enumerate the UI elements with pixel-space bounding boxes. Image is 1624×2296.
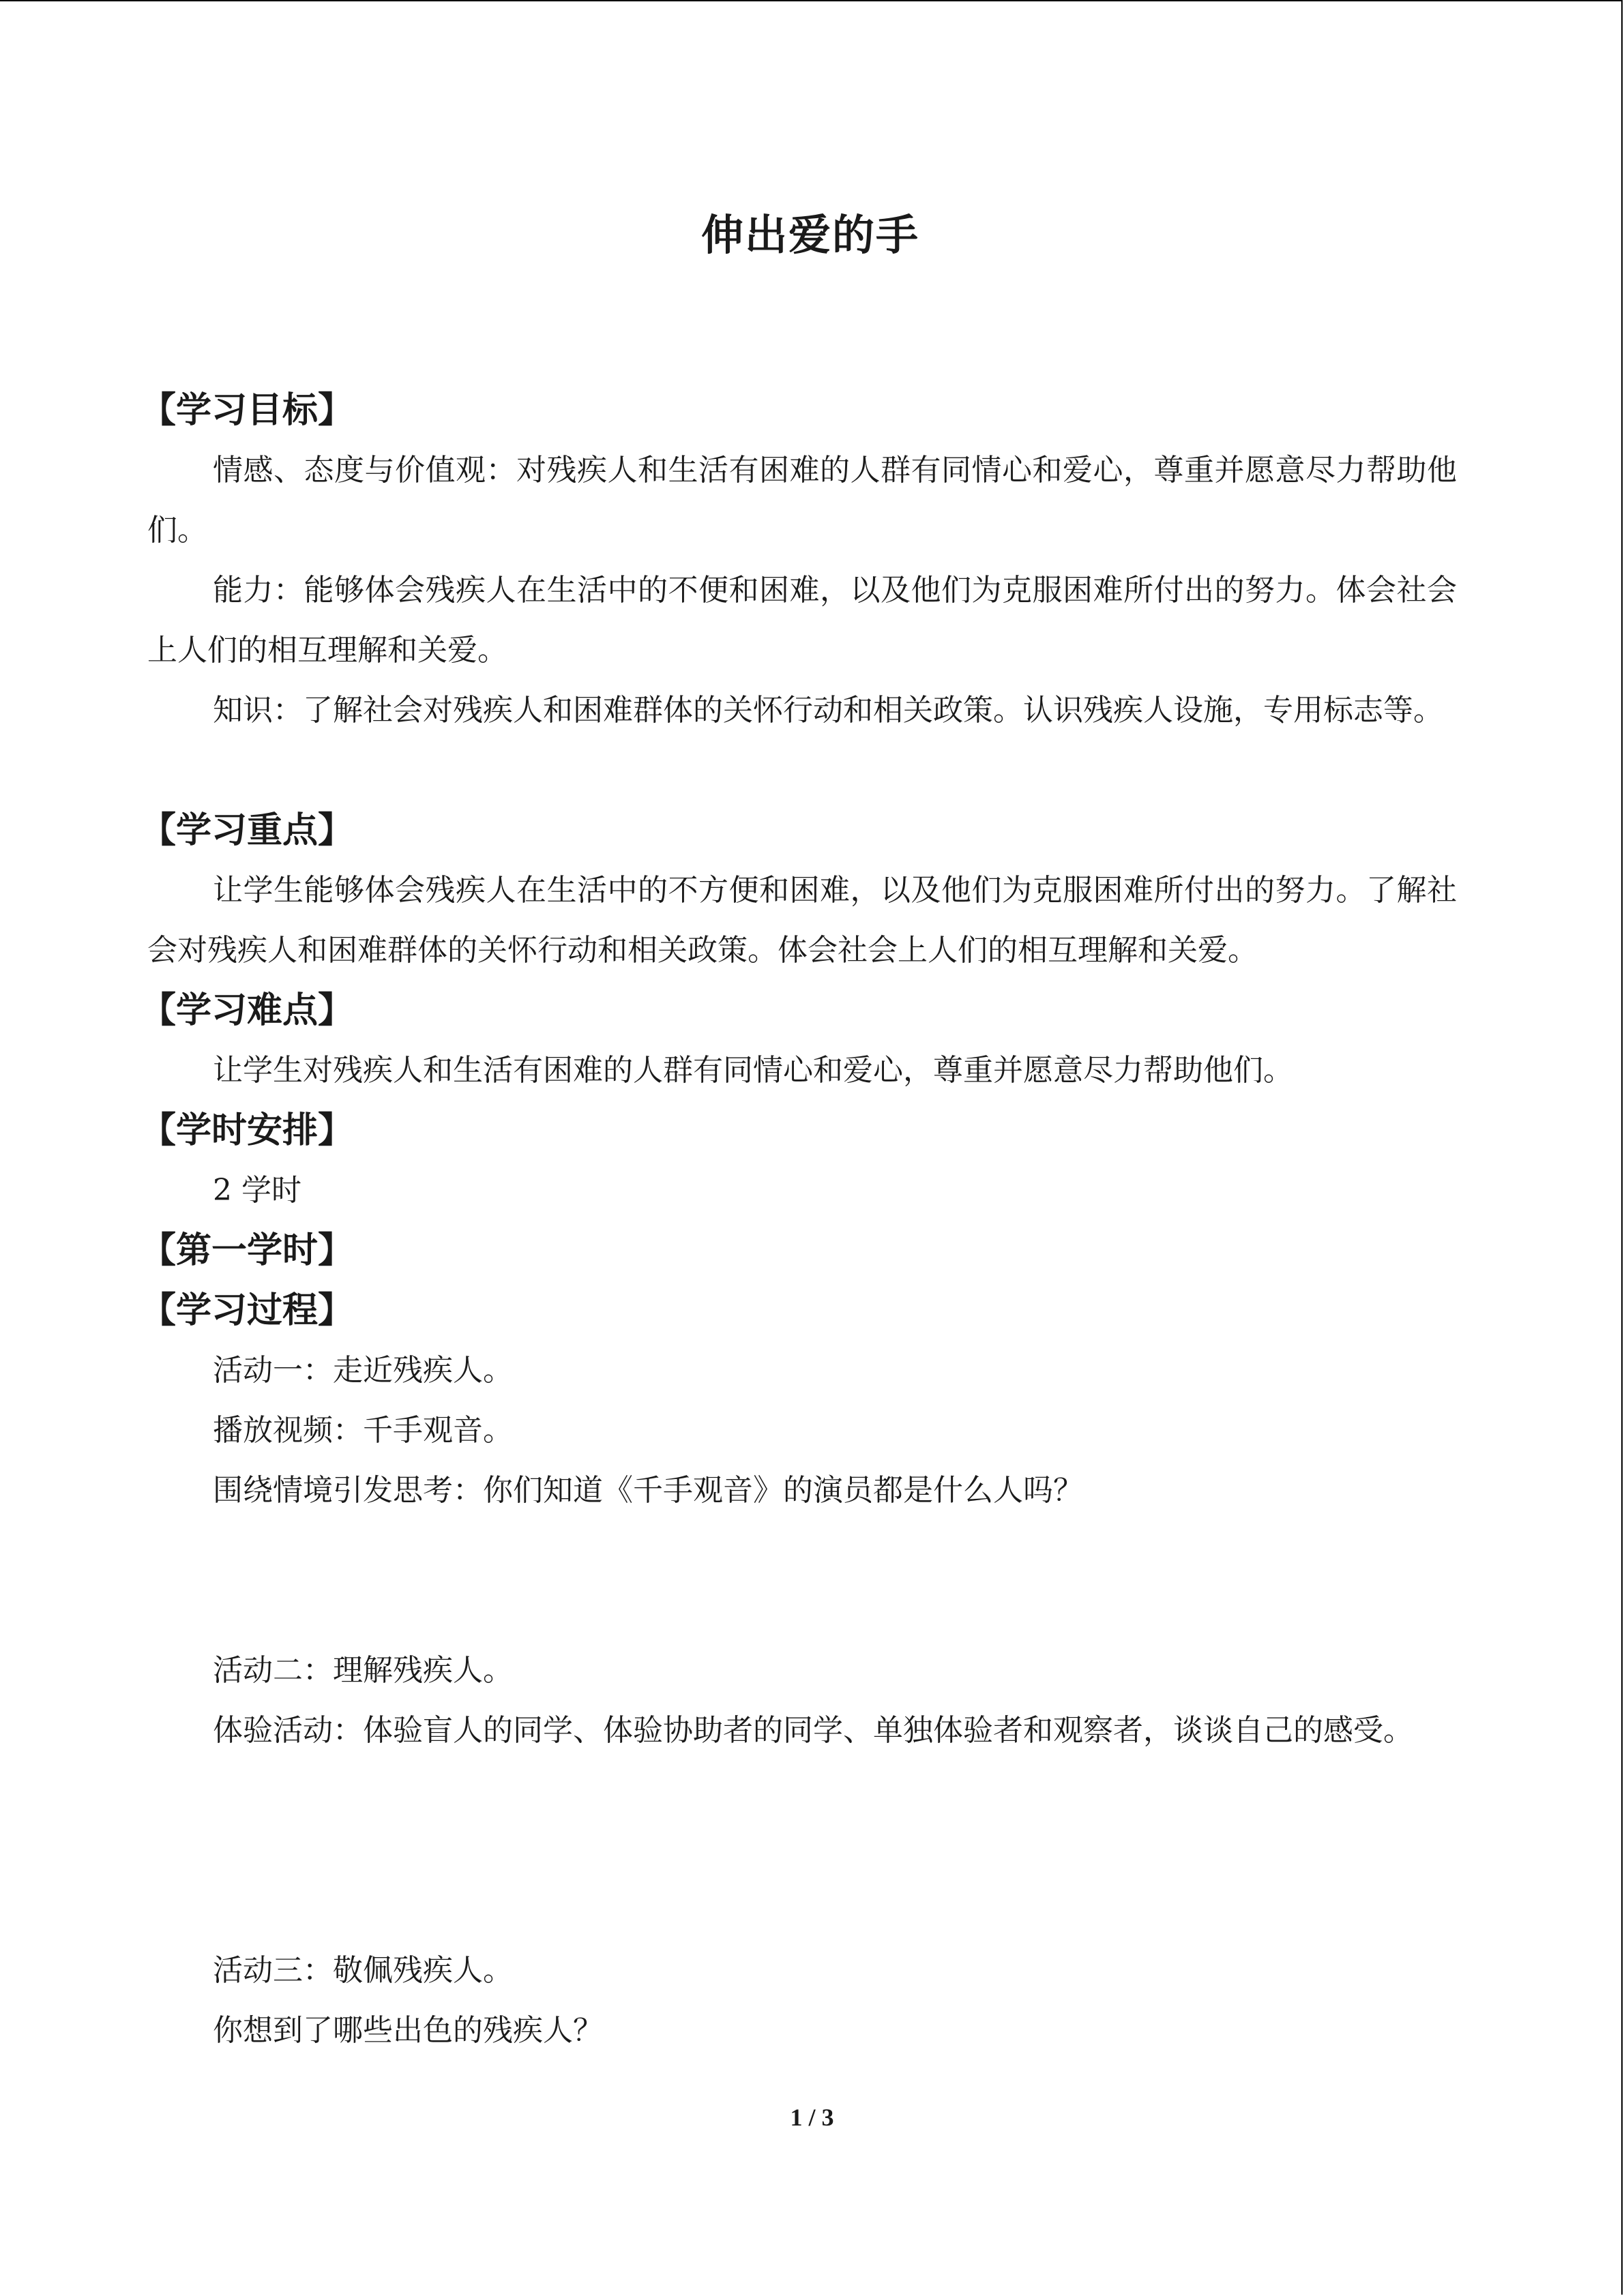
activity-three-title: 活动三：敬佩残疾人。 (213, 1953, 513, 1988)
activity-one-question: 围绕情境引发思考：你们知道《千手观音》的演员都是什么人吗？ (213, 1473, 1083, 1508)
section-first-period (141, 1221, 1457, 1281)
document-title: 伸出爱的手 (700, 210, 919, 260)
activity-one-video: 播放视频：千手观音。 (213, 1413, 513, 1448)
heading-schedule: 【学时安排】 (141, 1110, 354, 1151)
key-points-paragraph: 让学生能够体会残疾人在生活中的不方便和困难，以及他们为克服困难所付出的努力。了解社会对残疾人和困难群体的关怀行动和相关政策。体会社会上人们的相互理解和关爱。 (147, 873, 1457, 968)
goal-emotion-paragraph: 情感、态度与价值观：对残疾人和生活有困难的人群有同情心和爱心，尊重并愿意尽力帮助他们。 (147, 453, 1457, 548)
section-key-points (141, 801, 1457, 981)
section-schedule (141, 1101, 1457, 1221)
activity-two-title: 活动二：理解残疾人。 (213, 1653, 513, 1688)
page-number: 1 / 3 (790, 2104, 834, 2131)
section-learning-goals (141, 381, 1457, 741)
schedule-paragraph: 2 学时 (213, 1173, 301, 1208)
activity-three-question: 你想到了哪些出色的残疾人？ (213, 2013, 603, 2048)
section-learning-process (141, 1281, 1457, 1521)
difficulties-paragraph: 让学生对残疾人和生活有困难的人群有同情心和爱心，尊重并愿意尽力帮助他们。 (213, 1053, 1293, 1088)
activity-one-title: 活动一：走近残疾人。 (213, 1353, 513, 1388)
heading-first-period: 【第一学时】 (141, 1230, 354, 1271)
section-activity-two (147, 1641, 1457, 1761)
heading-learning-goals: 【学习目标】 (141, 390, 354, 431)
goal-ability-paragraph: 能力：能够体会残疾人在生活中的不便和困难，以及他们为克服困难所付出的努力。体会社会上人们的相互理解和关爱。 (147, 573, 1457, 668)
heading-learning-process: 【学习过程】 (141, 1290, 354, 1331)
heading-key-points: 【学习重点】 (141, 810, 354, 851)
activity-two-experience: 体验活动：体验盲人的同学、体验协助者的同学、单独体验者和观察者，谈谈自己的感受。 (213, 1713, 1413, 1748)
section-activity-three (147, 1941, 1457, 2061)
section-difficulties (141, 981, 1457, 1101)
goal-knowledge-paragraph: 知识：了解社会对残疾人和困难群体的关怀行动和相关政策。认识残疾人设施，专用标志等。 (213, 693, 1443, 728)
heading-difficulties: 【学习难点】 (141, 990, 354, 1031)
